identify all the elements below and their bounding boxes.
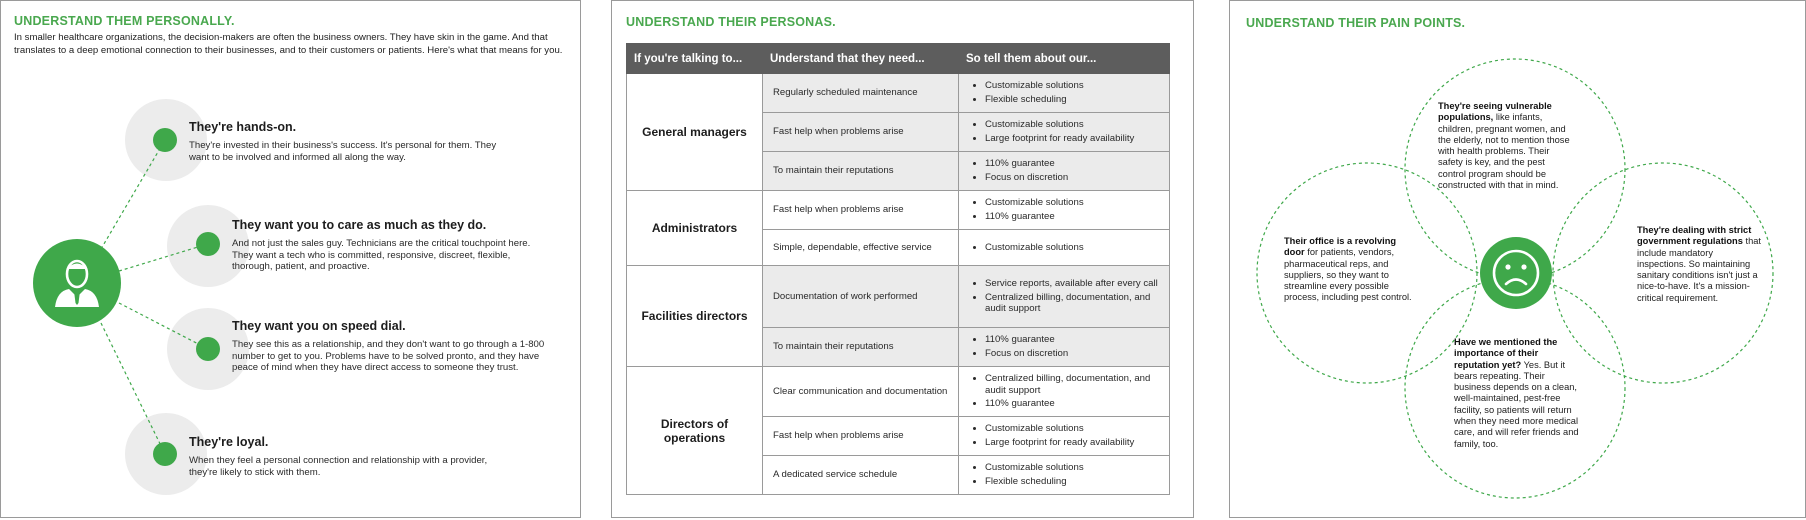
trait-body: And not just the sales guy. Technicians are the critical touchpoint here. They want a tech who is committed, responsive, discreet, flexible, thorough, patient, and proactive. (232, 238, 531, 273)
list-item: • Focus on discretion (985, 172, 1159, 184)
table-row (627, 367, 1170, 417)
role-cell: Directors of operations (627, 367, 763, 495)
table-header-row (627, 44, 1170, 74)
tell-cell (959, 417, 1170, 456)
list-item: • 110% guarantee (985, 158, 1159, 170)
table-row (627, 74, 1170, 113)
tell-cell (959, 456, 1170, 495)
panel-title: UNDERSTAND THEIR PERSONAS. (626, 15, 836, 29)
trait-body: They see this as a relationship, and they don't want to go through a 1-800 number to get to you. Problems have to be solved pronto, and they have peace of mind when they have direct access to someone they trust. (232, 339, 545, 374)
pain-point-bottom (1454, 337, 1582, 450)
tell-cell (959, 74, 1170, 113)
person-icon (33, 239, 121, 327)
list-item: • Centralized billing, documentation, and audit support (985, 292, 1159, 316)
list-item: • 110% guarantee (985, 211, 1159, 223)
need-cell: Clear communication and documentation (763, 367, 959, 417)
tell-cell (959, 266, 1170, 328)
pain-point-text: for patients, vendors, pharmaceutical reps, and suppliers, so they want to streamline every possible process, including pest control. (1284, 247, 1412, 303)
trait-loyal (189, 435, 519, 478)
pain-point-left (1284, 236, 1416, 304)
list-item: • Customizable solutions (985, 80, 1159, 92)
trait-speed-dial (232, 319, 562, 374)
need-cell: Documentation of work performed (763, 266, 959, 328)
trait-dot (196, 232, 220, 256)
trait-dot (196, 337, 220, 361)
panel-title: UNDERSTAND THEM PERSONALLY. (14, 14, 235, 28)
need-cell: A dedicated service schedule (763, 456, 959, 495)
list-item: • Customizable solutions (985, 119, 1159, 131)
sad-face-icon (1480, 237, 1552, 309)
need-cell: Fast help when problems arise (763, 417, 959, 456)
column-header: So tell them about our... (959, 44, 1170, 74)
role-cell: Administrators (627, 191, 763, 266)
column-header: Understand that they need... (763, 44, 959, 74)
table-row (627, 191, 1170, 230)
list-item: • Customizable solutions (985, 242, 1159, 254)
pain-point-bold: Have we mentioned the importance of their reputation yet? (1454, 337, 1558, 370)
panel-understand-personas (611, 0, 1194, 518)
trait-body: They're invested in their business's success. It's personal for them. They want to be involved and informed all along the way. (189, 140, 497, 163)
list-item: • Large footprint for ready availability (985, 437, 1159, 449)
list-item: • Large footprint for ready availability (985, 133, 1159, 145)
pain-point-bold: They're dealing with strict government regulations (1637, 225, 1752, 247)
trait-heading: They're loyal. (189, 435, 269, 449)
need-cell: Fast help when problems arise (763, 113, 959, 152)
list-item: • 110% guarantee (985, 334, 1159, 346)
list-item: • Customizable solutions (985, 423, 1159, 435)
list-item: • Focus on discretion (985, 348, 1159, 360)
tell-cell (959, 152, 1170, 191)
need-cell: Fast help when problems arise (763, 191, 959, 230)
table-row (627, 266, 1170, 328)
pain-point-top (1438, 101, 1570, 191)
tell-cell (959, 230, 1170, 266)
list-item: • Customizable solutions (985, 197, 1159, 209)
trait-heading: They're hands-on. (189, 120, 297, 134)
tell-cell (959, 191, 1170, 230)
list-item: • Centralized billing, documentation, and audit support (985, 373, 1159, 397)
trait-dot (153, 128, 177, 152)
pain-point-text: that include mandatory inspections. So maintaining sanitary conditions isn't just a nice-to-have. It's a mission-critical requirement. (1637, 236, 1761, 303)
need-cell: Simple, dependable, effective service (763, 230, 959, 266)
trait-body: When they feel a personal connection and relationship with a provider, they're likely to stick with them. (189, 455, 488, 478)
list-item: • Service reports, available after every call (985, 278, 1159, 290)
need-cell: To maintain their reputations (763, 328, 959, 367)
panel-understand-personally (0, 0, 581, 518)
trait-heading: They want you on speed dial. (232, 319, 406, 333)
list-item: • Flexible scheduling (985, 476, 1159, 488)
trait-hands-on (189, 120, 519, 163)
pain-point-text: like infants, children, pregnant women, and the elderly, not to mention those with health problems. Their safety is key, and the pest control program should be constructed with that in mind. (1438, 112, 1570, 191)
pain-point-right (1637, 225, 1761, 304)
role-cell: Facilities directors (627, 266, 763, 367)
need-cell: To maintain their reputations (763, 152, 959, 191)
personas-table (626, 43, 1170, 495)
role-cell: General managers (627, 74, 763, 191)
list-item: • Flexible scheduling (985, 94, 1159, 106)
column-header: If you're talking to... (627, 44, 763, 74)
trait-dot (153, 442, 177, 466)
pain-point-bold: They're seeing vulnerable populations, (1438, 101, 1552, 123)
list-item: • Customizable solutions (985, 462, 1159, 474)
tell-cell (959, 113, 1170, 152)
pain-point-text: Yes. But it bears repeating. Their business depends on a clean, well-maintained, pest-free facility, so patients will return when they need more medical care, and will refer friends and family, too. (1454, 359, 1579, 449)
trait-care (232, 218, 562, 273)
panel-understand-pain-points (1229, 0, 1806, 518)
tell-cell (959, 328, 1170, 367)
trait-heading: They want you to care as much as they do. (232, 218, 487, 232)
tell-cell (959, 367, 1170, 417)
pain-point-bold: Their office is a revolving door (1284, 236, 1397, 258)
list-item: • 110% guarantee (985, 398, 1159, 410)
need-cell: Regularly scheduled maintenance (763, 74, 959, 113)
panel-title: UNDERSTAND THEIR PAIN POINTS. (1246, 16, 1466, 30)
intro-paragraph: In smaller healthcare organizations, the decision-makers are often the business owners. They have skin in the game. And that translates to a deep emotional connection to their businesses, and to their customers or patients. Here's what that means for you. (14, 32, 563, 56)
